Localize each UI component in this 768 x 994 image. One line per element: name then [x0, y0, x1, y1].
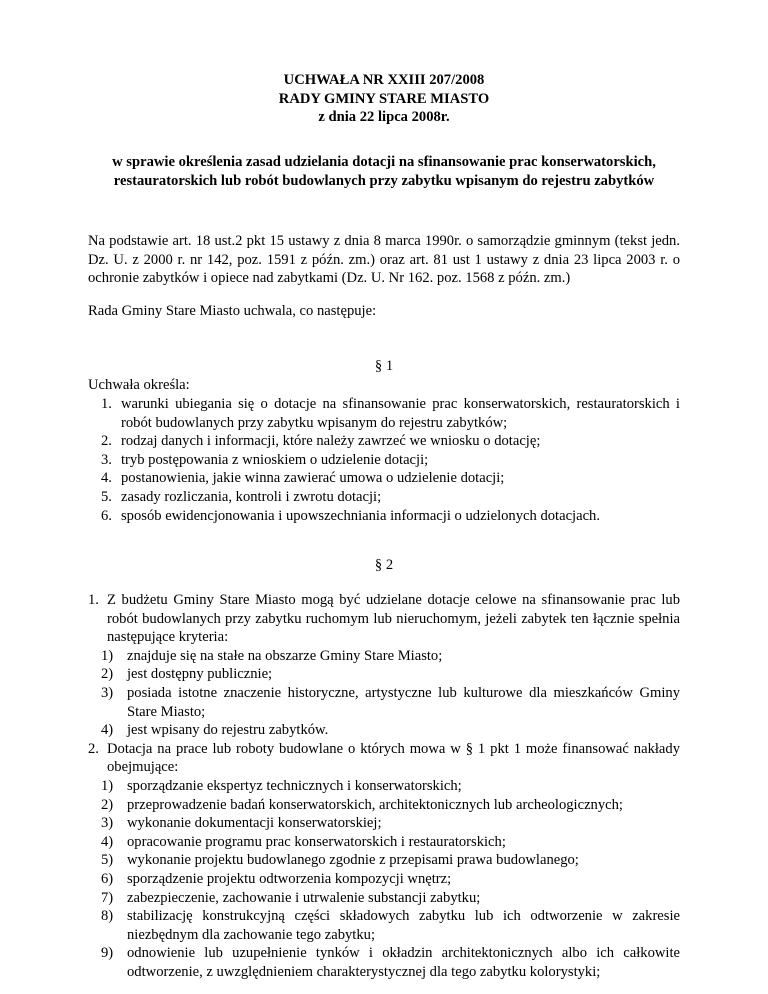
- item-text: sporządzenie projektu odtworzenia kompozycji wnętrz;: [127, 870, 452, 887]
- legal-basis: Na podstawie art. 18 ust.2 pkt 15 ustawy z dnia 8 marca 1990r. o samorządzie gminnym (tekst jedn. Dz. U. z 2000 r. nr 142, poz. 1591 z późn. zm.) oraz art. 81 ust 1 ustawy z dnia 23 lipca 2003 r. o ochronie zabytków i opiece nad zabytkami (Dz. U. Nr 162. poz. 1568 z późn. zm.): [88, 233, 680, 287]
- item-number: 1.: [101, 396, 112, 412]
- paragraph-number: 2.: [88, 740, 99, 757]
- list-item: [88, 870, 680, 889]
- criteria-list: [88, 647, 680, 740]
- item-number: 7): [101, 889, 114, 906]
- subject-line-2: restauratorskich lub robót budowlanych przy zabytku wpisanym do rejestru zabytków: [113, 172, 655, 189]
- item-text: jest wpisany do rejestru zabytków.: [127, 722, 329, 739]
- expenses-list: [88, 777, 680, 982]
- item-number: 6.: [101, 507, 112, 524]
- item-number: 4.: [101, 470, 112, 487]
- item-number: 1): [101, 777, 114, 794]
- item-text: postanowienia, jakie winna zawierać umowa o udzielenie dotacji;: [121, 470, 505, 487]
- list-item: [88, 488, 680, 507]
- list-item: [88, 395, 680, 432]
- list-item: [88, 814, 680, 833]
- title-line-date: z dnia 22 lipca 2008r.: [318, 109, 450, 126]
- section-1-heading: § 1: [374, 358, 394, 374]
- paragraph-text: Z budżetu Gminy Stare Miasto mogą być udzielane dotacje celowe na sfinansowanie prac lub robót budowlanych przy zabytku ruchomym lub nieruchomym, jeżeli zabytek ten łącznie spełnia następujące kryteria:: [107, 592, 680, 646]
- title-line-number: UCHWAŁA NR XXIII 207/2008: [283, 72, 485, 88]
- paragraph-2: [88, 740, 680, 982]
- list-item: [88, 469, 680, 488]
- subject-line-1: w sprawie określenia zasad udzielania dotacji na sfinansowanie prac konserwatorskich,: [112, 154, 656, 170]
- paragraph-1: [88, 591, 680, 740]
- item-text: rodzaj danych i informacji, które należy zawrzeć we wniosku o dotację;: [121, 433, 541, 450]
- list-item: [88, 889, 680, 908]
- resolution-title: [88, 71, 680, 127]
- item-text: jest dostępny publicznie;: [127, 666, 273, 683]
- list-item: [88, 777, 680, 796]
- list-item: [88, 451, 680, 470]
- item-number: 4): [101, 722, 114, 739]
- item-number: 2): [101, 796, 114, 813]
- list-item: [88, 647, 680, 666]
- item-text: zabezpieczenie, zachowanie i utrwalenie substancji zabytku;: [127, 889, 481, 906]
- item-number: 3): [101, 815, 114, 832]
- item-text: sposób ewidencjonowania i upowszechniania informacji o udzielonych dotacjach.: [121, 507, 601, 524]
- item-text: wykonanie dokumentacji konserwatorskiej;: [127, 815, 382, 832]
- paragraph-number: 1.: [88, 592, 99, 608]
- item-text: sporządzanie ekspertyz technicznych i konserwatorskich;: [127, 777, 462, 794]
- list-item: [88, 507, 680, 526]
- item-text: tryb postępowania z wnioskiem o udzielenie dotacji;: [121, 451, 429, 468]
- item-number: 9): [101, 945, 114, 962]
- paragraph-text: Dotacja na prace lub roboty budowlane o których mowa w § 1 pkt 1 może finansować nakłady obejmujące:: [107, 740, 680, 776]
- item-text: przeprowadzenie badań konserwatorskich, architektonicznych lub archeologicznych;: [127, 796, 623, 813]
- list-item: [88, 721, 680, 740]
- item-number: 1): [101, 647, 114, 664]
- list-item: [88, 684, 680, 721]
- item-number: 5.: [101, 488, 112, 505]
- item-number: 3.: [101, 451, 112, 468]
- list-item: [88, 851, 680, 870]
- list-item: [88, 907, 680, 944]
- item-text: posiada istotne znaczenie historyczne, artystyczne lub kulturowe dla mieszkańców Gminy Stare Miasto;: [127, 684, 680, 720]
- item-number: 2.: [101, 433, 112, 450]
- item-text: zasady rozliczania, kontroli i zwrotu dotacji;: [121, 488, 382, 505]
- section-1-list: [88, 395, 680, 525]
- item-number: 3): [101, 684, 114, 701]
- list-item: [88, 432, 680, 451]
- section-2-list: [88, 591, 680, 981]
- item-number: 6): [101, 870, 114, 887]
- item-text: opracowanie programu prac konserwatorskich i restauratorskich;: [127, 833, 506, 850]
- item-text: wykonanie projektu budowlanego zgodnie z przepisami prawa budowlanego;: [127, 852, 579, 869]
- section-1-intro: Uchwała określa:: [88, 377, 190, 393]
- item-text: odnowienie lub uzupełnienie tynków i okładzin architektonicznych albo ich całkowite odtworzenie, z uwzględnieniem charakterystycznej dla tego zabytku kolorystyki;: [127, 945, 680, 980]
- title-line-council: RADY GMINY STARE MIASTO: [278, 90, 490, 107]
- item-number: 2): [101, 666, 114, 683]
- list-item: [88, 796, 680, 815]
- list-item: [88, 944, 680, 981]
- list-item: [88, 833, 680, 852]
- item-text: warunki ubiegania się o dotacje na sfinansowanie prac konserwatorskich, restauratorskich i robót budowlanych przy zabytku wpisanym do rejestru zabytków;: [121, 396, 680, 431]
- list-item: [88, 665, 680, 684]
- resolution-statement: Rada Gminy Stare Miasto uchwala, co następuje:: [88, 303, 377, 319]
- item-text: stabilizację konstrukcyjną części składowych zabytku lub ich odtworzenie w zakresie niezbędnym dla zachowanie tego zabytku;: [127, 908, 680, 943]
- section-2-heading: § 2: [374, 557, 394, 573]
- item-number: 8): [101, 908, 114, 925]
- item-number: 5): [101, 852, 114, 869]
- item-number: 4): [101, 833, 114, 850]
- resolution-subject: [88, 153, 680, 190]
- item-text: znajduje się na stałe na obszarze Gminy Stare Miasto;: [127, 647, 443, 664]
